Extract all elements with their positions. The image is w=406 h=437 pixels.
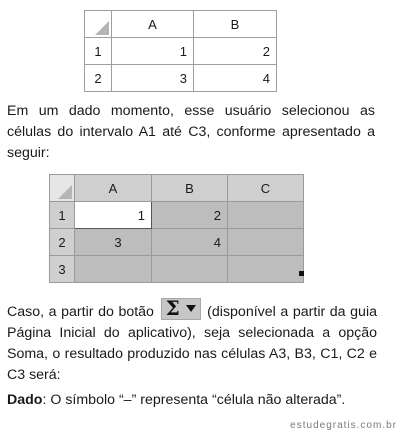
row-header: 1 [50,202,75,229]
table-row [85,65,277,92]
cell-b3 [152,256,228,283]
spreadsheet-table-1 [84,10,277,92]
row-header: 3 [50,256,75,283]
column-header-c: C [228,175,304,202]
paragraph-note [7,390,377,411]
paragraph-selection: Em um dado momento, esse usuário selecionou as células do intervalo A1 até C3, conforme apresentado a seguir: [7,103,375,161]
sum-icon: Σ [165,296,180,320]
paragraph-question-start: Caso, a partir do botão [7,304,154,320]
select-all-corner-icon [58,185,72,199]
note-text: : O símbolo “–” representa “célula não alterada”. [42,392,346,408]
cell-b1: 2 [194,38,277,65]
column-header-a: A [75,175,152,202]
table-row [50,229,304,256]
cell-a1: 1 [112,38,194,65]
table1-header-row [85,11,277,38]
table-row [50,202,304,229]
cell-a2: 3 [75,229,152,256]
cell-c2 [228,229,304,256]
column-header-a: A [112,11,194,38]
column-header-b: B [194,11,277,38]
cell-b2: 4 [152,229,228,256]
cell-a1-active: 1 [75,202,152,229]
row-header: 2 [85,65,112,92]
spreadsheet-table-2 [49,174,304,283]
table2-header-row [50,175,304,202]
cell-b2: 4 [194,65,277,92]
cell-a2: 3 [112,65,194,92]
fill-handle [299,271,304,276]
autosum-button [161,298,201,320]
paragraph-question [7,298,377,386]
table-row [85,38,277,65]
dropdown-arrow-icon [186,305,196,312]
column-header-b: B [152,175,228,202]
paragraph-question-end: (disponível a partir da guia Página Inicial do aplicativo), seja selecionada a opção Soma, o resultado produzido nas células A3, B3, C1, C2 e C3 será: [7,304,377,383]
row-header: 2 [50,229,75,256]
cell-b1: 2 [152,202,228,229]
select-all-corner [85,11,112,38]
cell-c1 [228,202,304,229]
table-row [50,256,304,283]
cell-c3 [228,256,304,283]
row-header: 1 [85,38,112,65]
select-all-corner [50,175,75,202]
cell-a3 [75,256,152,283]
select-all-corner-icon [95,21,109,35]
site-watermark: estudegratis.com.br [290,420,397,431]
note-label: Dado [7,392,43,408]
